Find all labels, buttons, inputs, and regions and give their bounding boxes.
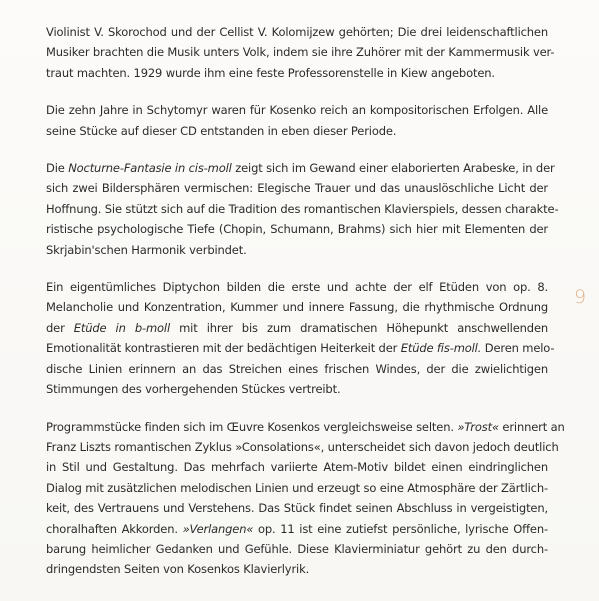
italic-title: Etüde fis-moll. bbox=[400, 341, 482, 356]
paragraph bbox=[46, 277, 555, 399]
paragraph bbox=[46, 158, 559, 260]
text-line bbox=[46, 240, 548, 260]
text-run: ristische psychologische Tiefe (Chopin, Schumann, Brahms) sich hier mit Elementen der bbox=[46, 222, 548, 237]
text-run: Skrjabin'schen Harmonik verbindet. bbox=[46, 242, 247, 257]
text-run: barung heimlicher Gedanken und Gefühle. Diese Klavierminiatur gehört zu den durch- bbox=[46, 541, 548, 556]
text-run: op. 11 ist eine zutiefst persönliche, lyrische Offen- bbox=[253, 521, 548, 536]
text-run: dringendsten Seiten von Kosenkos Klavierlyrik. bbox=[46, 562, 310, 577]
text-run: Melancholie und Konzentration, Kummer und innere Fassung, die rhythmische Ordnung bbox=[46, 300, 548, 315]
text-line bbox=[46, 100, 548, 120]
text-line bbox=[46, 22, 548, 42]
italic-title: Etüde in b-moll bbox=[73, 320, 171, 335]
text-run: Programmstücke finden sich im Œuvre Kosenkos vergleichsweise selten. bbox=[46, 419, 458, 434]
text-run: Stimmungen des vorhergehenden Stückes vertreibt. bbox=[46, 382, 341, 397]
italic-title: Nocturne-Fantasie in cis-moll bbox=[68, 161, 232, 176]
text-line bbox=[46, 121, 548, 141]
text-run: Hoffnung. Sie stützt sich auf die Tradition des romantischen Klavierspiels, dessen charakte- bbox=[46, 201, 559, 216]
text-run: keit, des Vertrauens und Verstehens. Das Stück findet seinen Abschluss in vergeistigten, bbox=[46, 501, 548, 516]
text-line bbox=[46, 277, 548, 297]
text-line bbox=[46, 457, 548, 477]
text-line bbox=[46, 158, 555, 178]
text-run: Musiker brachten die Musik unters Volk, indem sie ihre Zuhörer mit der Kammermusik ver- bbox=[46, 45, 555, 60]
text-line bbox=[46, 42, 555, 62]
text-line bbox=[46, 559, 548, 579]
text-run: dische Linien erinnern an das Streichen eines frischen Windes, der die zwielichtigen bbox=[46, 361, 548, 376]
text-line bbox=[46, 437, 559, 457]
text-line bbox=[46, 519, 548, 539]
paragraph bbox=[46, 100, 548, 141]
text-run: in Stil und Gestaltung. Das mehrfach variierte Atem-Motiv bildet einen eindringlichen bbox=[46, 460, 548, 475]
text-line bbox=[46, 63, 548, 83]
text-run: Deren melo- bbox=[481, 341, 555, 356]
text-run: seine Stücke auf dieser CD entstanden in eben dieser Periode. bbox=[46, 123, 397, 138]
text-line bbox=[46, 297, 548, 317]
text-run: traut machten. 1929 wurde ihm eine feste Professorenstelle in Kiew angeboten. bbox=[46, 65, 495, 80]
italic-title: »Verlangen« bbox=[182, 521, 254, 536]
text-run: sich zwei Bildersphären vermischen: Elegische Trauer und das unauslöschliche Licht der bbox=[46, 181, 548, 196]
text-line bbox=[46, 318, 548, 338]
text-line bbox=[46, 178, 548, 198]
text-line bbox=[46, 219, 548, 239]
text-line bbox=[46, 539, 548, 559]
text-run: choralhaften Akkorden. bbox=[46, 521, 183, 536]
text-run: mit ihrer bis zum dramatischen Höhepunkt anschwellenden bbox=[170, 320, 549, 335]
text-run: Die bbox=[46, 161, 69, 176]
text-run: Violinist V. Skorochod und der Cellist V. Kolomijzew gehörten; Die drei leidenschaftlichen bbox=[46, 25, 548, 39]
text-run: Franz Liszts romantischen Zyklus »Consolations«, unterscheidet sich davon jedoch deutlich bbox=[46, 439, 559, 454]
text-run: der bbox=[46, 320, 74, 335]
text-run: Dialog mit zusätzlichen melodischen Linien und erzeugt so eine Atmosphäre der Zärtlich- bbox=[46, 480, 548, 495]
text-run: zeigt sich im Gewand einer elaborierten Arabeske, in der bbox=[231, 161, 555, 176]
page-number: 9 bbox=[574, 286, 587, 308]
italic-title: »Trost« bbox=[457, 419, 499, 434]
text-line bbox=[46, 359, 548, 379]
text-run: Ein eigentümliches Diptychon bilden die erste und achte der elf Etüden von op. 8. bbox=[46, 280, 548, 295]
text-run: Emotionalität kontrastieren mit der bedächtigen Heiterkeit der bbox=[46, 341, 401, 356]
text-run: Die zehn Jahre in Schytomyr waren für Kosenko reich an kompositorischen Erfolgen. Alle bbox=[46, 103, 548, 118]
text-line bbox=[46, 417, 565, 437]
body-text bbox=[46, 22, 565, 597]
paragraph bbox=[46, 417, 565, 580]
text-line bbox=[46, 498, 548, 518]
text-line bbox=[46, 199, 559, 219]
text-run: erinnert an bbox=[498, 419, 565, 434]
text-line bbox=[46, 379, 548, 399]
paragraph bbox=[46, 22, 555, 83]
text-line bbox=[46, 478, 548, 498]
text-line bbox=[46, 338, 555, 358]
